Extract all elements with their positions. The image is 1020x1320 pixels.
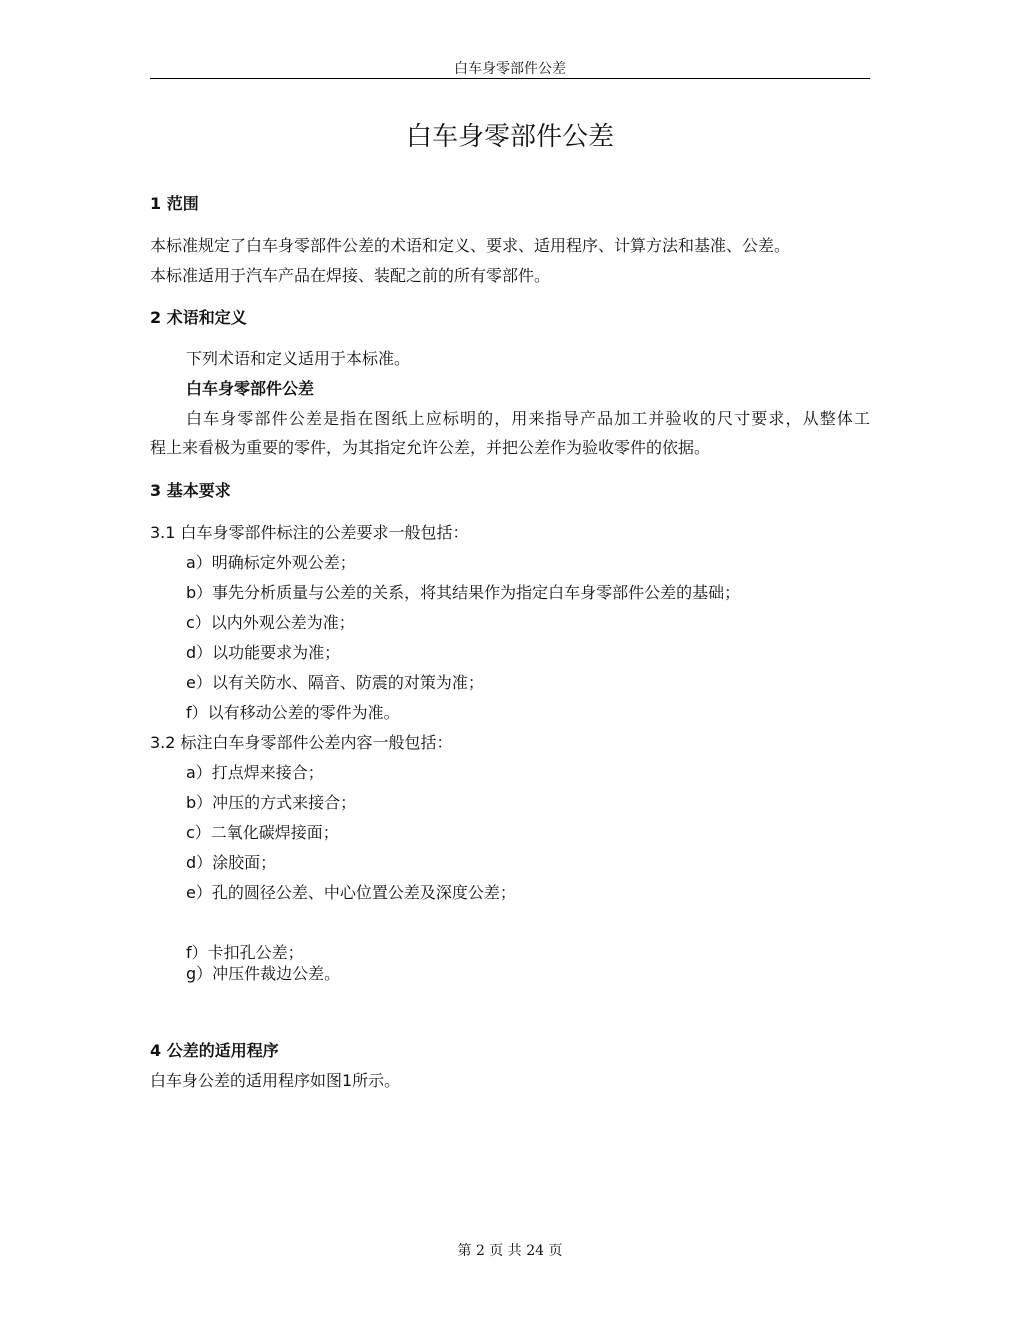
list-item: a）明确标定外观公差； [186, 553, 356, 572]
term-definition-line-2: 程上来看极为重要的零件，为其指定允许公差，并把公差作为验收零件的依据。 [150, 438, 711, 457]
section-1-paragraph-2: 本标准适用于汽车产品在焊接、装配之前的所有零部件。 [150, 266, 551, 285]
section-2-paragraph-1: 下列术语和定义适用于本标准。 [186, 349, 411, 368]
list-item: e）以有关防水、隔音、防震的对策为准； [186, 673, 484, 692]
list-item: b）冲压的方式来接合； [186, 793, 357, 812]
list-item: a）打点焊来接合； [186, 763, 324, 782]
header-rule [150, 78, 870, 79]
list-item: c）以内外观公差为准； [186, 613, 355, 632]
list-item: f）以有移动公差的零件为准。 [186, 703, 400, 722]
section-1-heading: 1 范围 [150, 194, 199, 213]
page-number-footer: 第 2 页 共 24 页 [457, 1243, 563, 1259]
running-header: 白车身零部件公差 [454, 61, 566, 77]
list-item: d）以功能要求为准； [186, 643, 341, 662]
term-definition-line-1: 白车身零部件公差是指在图纸上应标明的，用来指导产品加工并验收的尺寸要求，从整体工 [186, 409, 870, 428]
list-item: g）冲压件裁边公差。 [186, 964, 341, 983]
list-item: f）卡扣孔公差； [186, 943, 304, 962]
clause-3-2: 3.2 标注白车身零部件公差内容一般包括： [150, 733, 453, 752]
list-item: b）事先分析质量与公差的关系，将其结果作为指定白车身零部件公差的基础； [186, 583, 741, 602]
list-item: c）二氧化碳焊接面； [186, 823, 339, 842]
clause-3-1: 3.1 白车身零部件标注的公差要求一般包括： [150, 523, 469, 542]
term-heading: 白车身零部件公差 [186, 379, 315, 398]
document-title: 白车身零部件公差 [405, 122, 614, 152]
section-3-heading: 3 基本要求 [150, 481, 231, 500]
list-item: e）孔的圆径公差、中心位置公差及深度公差； [186, 883, 516, 902]
list-item: d）涂胶面； [186, 853, 277, 872]
section-2-heading: 2 术语和定义 [150, 308, 247, 327]
section-4-paragraph-1: 白车身公差的适用程序如图1所示。 [150, 1071, 401, 1090]
section-1-paragraph-1: 本标准规定了白车身零部件公差的术语和定义、要求、适用程序、计算方法和基准、公差。 [150, 236, 791, 255]
section-4-heading: 4 公差的适用程序 [150, 1041, 279, 1060]
